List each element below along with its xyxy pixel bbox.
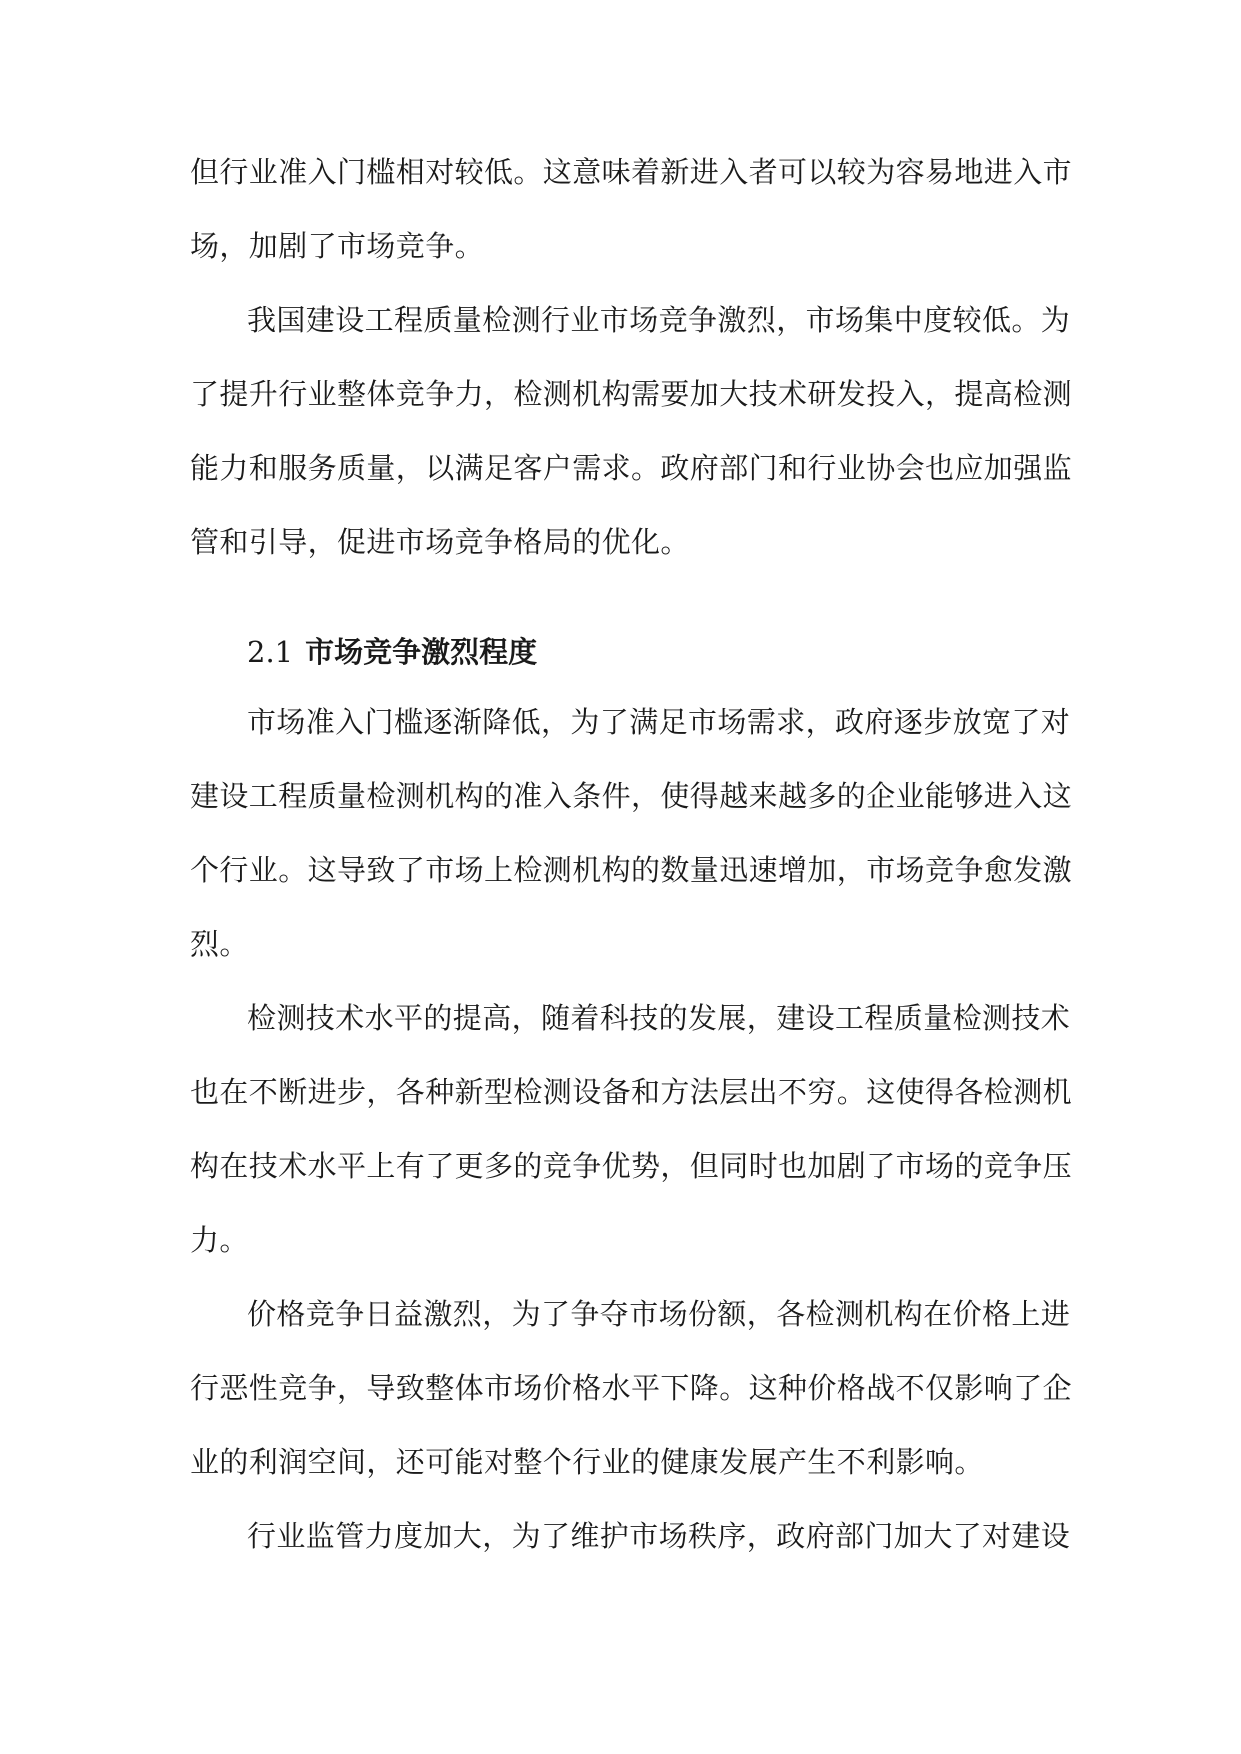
- paragraph-line: 个行业。这导致了市场上检测机构的数量迅速增加，市场竞争愈发激: [190, 853, 1073, 887]
- paragraph-line: 我国建设工程质量检测行业市场竞争激烈，市场集中度较低。为: [247, 303, 1071, 337]
- section-title: 市场竞争激烈程度: [305, 635, 538, 669]
- section-spacer: [190, 591, 1050, 627]
- paragraph-line: 检测技术水平的提高，随着科技的发展，建设工程质量检测技术: [247, 1001, 1071, 1035]
- paragraph-line: 构在技术水平上有了更多的竞争优势，但同时也加剧了市场的竞争压: [190, 1149, 1073, 1183]
- paragraph-line: 烈。: [190, 927, 249, 961]
- document-body: [190, 147, 1073, 1585]
- section-heading: [190, 627, 1050, 697]
- paragraph-line: 业的利润空间，还可能对整个行业的健康发展产生不利影响。: [190, 1445, 984, 1479]
- paragraph-line: 但行业准入门槛相对较低。这意味着新进入者可以较为容易地进入市: [190, 155, 1073, 189]
- paragraph-6: [190, 1511, 1071, 1585]
- paragraph-2: [190, 295, 1073, 591]
- paragraph-3: [190, 697, 1073, 993]
- paragraph-4: [190, 993, 1073, 1289]
- paragraph-line: 价格竞争日益激烈，为了争夺市场份额，各检测机构在价格上进: [247, 1297, 1071, 1331]
- paragraph-line: 行业监管力度加大，为了维护市场秩序，政府部门加大了对建设: [247, 1519, 1071, 1553]
- paragraph-line: 市场准入门槛逐渐降低，为了满足市场需求，政府逐步放宽了对: [247, 705, 1071, 739]
- paragraph-line: 了提升行业整体竞争力，检测机构需要加大技术研发投入，提高检测: [190, 377, 1073, 411]
- paragraph-1: [190, 147, 1073, 295]
- paragraph-line: 行恶性竞争，导致整体市场价格水平下降。这种价格战不仅影响了企: [190, 1371, 1073, 1405]
- paragraph-line: 管和引导，促进市场竞争格局的优化。: [190, 525, 690, 559]
- paragraph-line: 建设工程质量检测机构的准入条件，使得越来越多的企业能够进入这: [190, 779, 1073, 813]
- paragraph-line: 力。: [190, 1223, 249, 1257]
- paragraph-line: 能力和服务质量，以满足客户需求。政府部门和行业协会也应加强监: [190, 451, 1073, 485]
- paragraph-line: 场，加剧了市场竞争。: [190, 229, 485, 263]
- paragraph-5: [190, 1289, 1073, 1511]
- paragraph-line: 也在不断进步，各种新型检测设备和方法层出不穷。这使得各检测机: [190, 1075, 1073, 1109]
- section-number: 2.1: [247, 635, 294, 669]
